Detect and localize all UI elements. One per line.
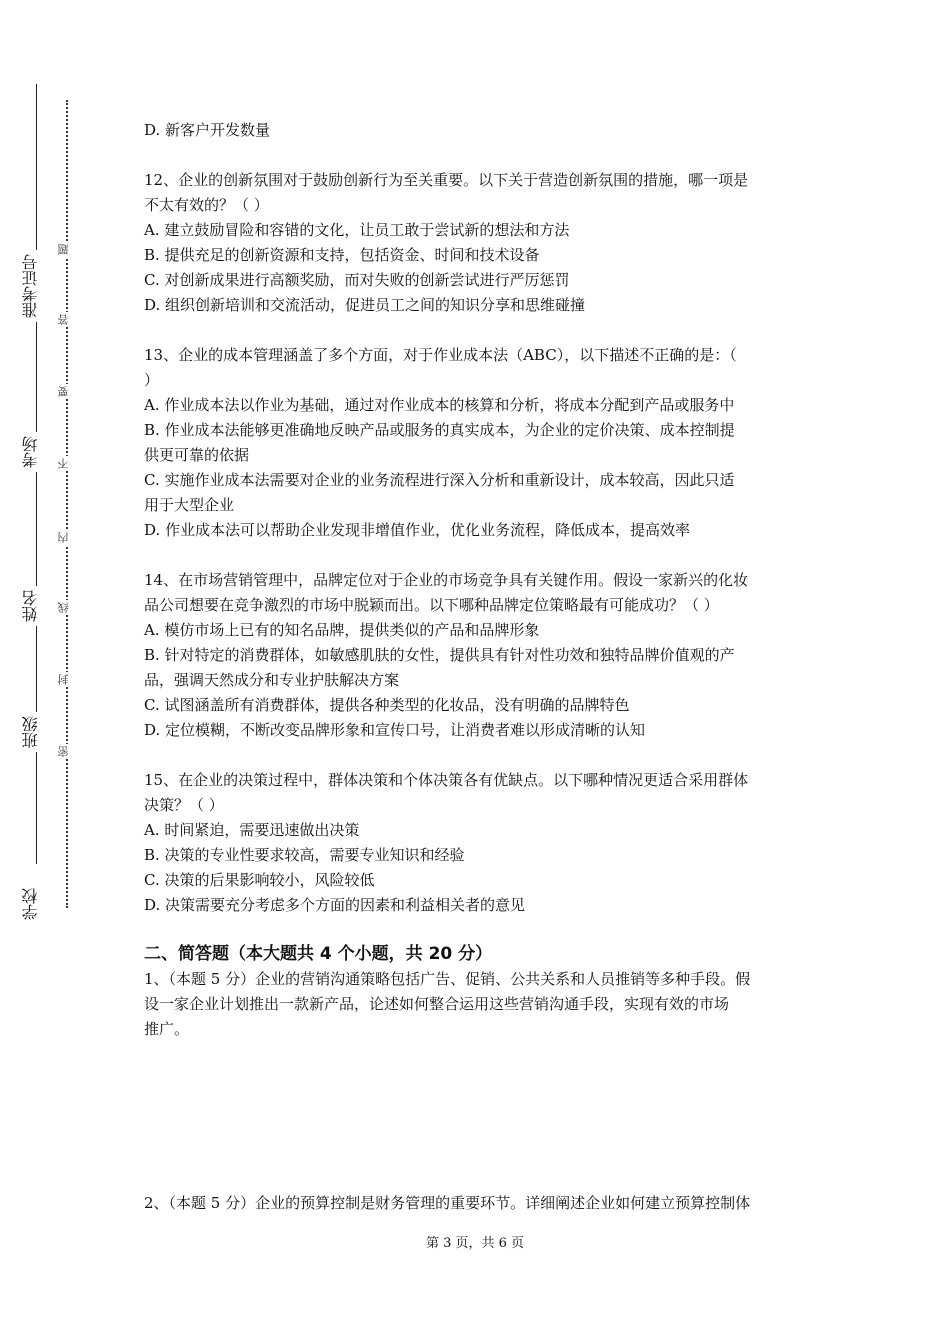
- q12-option-a: A. 建立鼓励冒险和容错的文化，让员工敢于尝试新的想法和方法: [144, 221, 570, 239]
- seal-char: 要: [58, 384, 74, 399]
- essay-q1: 1、（本题 5 分）企业的营销沟通策略包括广告、促销、公共关系和人员推销等多种手段。假: [144, 970, 751, 988]
- essay-q1-cont2: 推广。: [144, 1020, 190, 1038]
- q15-stem: 15、在企业的决策过程中，群体决策和个体决策各有优缺点。以下哪种情况更适合采用群体: [144, 771, 749, 789]
- q12-option-b: B. 提供充足的创新资源和支持，包括资金、时间和技术设备: [144, 246, 540, 264]
- q13-stem: 13、企业的成本管理涵盖了多个方面，对于作业成本法（ABC），以下描述不正确的是：（: [144, 346, 737, 364]
- label-exam-number: 准考证号: [22, 250, 50, 322]
- q15-option-c: C. 决策的后果影响较小，风险较低: [144, 871, 375, 889]
- q13-option-c-cont: 用于大型企业: [144, 496, 235, 514]
- seal-char: 密: [58, 744, 74, 759]
- q14-option-b: B. 针对特定的消费群体，如敏感肌肤的女性，提供具有针对性功效和独特品牌价值观的产: [144, 646, 735, 664]
- seal-char: 线: [58, 600, 74, 615]
- seal-char: 不: [58, 456, 74, 471]
- seal-char: 答: [58, 312, 74, 327]
- q13-option-d: D. 作业成本法可以帮助企业发现非增值作业，优化业务流程，降低成本，提高效率: [144, 521, 691, 539]
- seal-char: 题: [58, 242, 74, 257]
- q15-option-b: B. 决策的专业性要求较高，需要专业知识和经验: [144, 846, 465, 864]
- essay-q2: 2、（本题 5 分）企业的预算控制是财务管理的重要环节。详细阐述企业如何建立预算控制体: [144, 1194, 751, 1212]
- page-footer: 第 3 页，共 6 页: [425, 1236, 525, 1251]
- label-school: 学校: [22, 884, 50, 924]
- q14-option-c: C. 试图涵盖所有消费群体，提供各种类型的化妆品，没有明确的品牌特色: [144, 696, 630, 714]
- q14-option-d: D. 定位模糊，不断改变品牌形象和宣传口号，让消费者难以形成清晰的认知: [144, 721, 646, 739]
- seal-dotted-line: [66, 100, 68, 908]
- binding-margin: [0, 0, 110, 1344]
- label-name: 姓名: [22, 586, 50, 626]
- seal-char: 内: [58, 530, 74, 545]
- q14-option-a: A. 模仿市场上已有的知名品牌，提供类似的产品和品牌形象: [144, 621, 540, 639]
- seal-char: 封: [58, 672, 74, 687]
- q15-stem-cont: 决策？（ ）: [144, 796, 224, 814]
- label-class: 班级: [22, 712, 50, 752]
- q12-stem-cont: 不太有效的？（ ）: [144, 196, 269, 214]
- q13-option-b: B. 作业成本法能够更准确地反映产品或服务的真实成本，为企业的定价决策、成本控制提: [144, 421, 735, 439]
- q13-option-b-cont: 供更可靠的依据: [144, 446, 250, 464]
- essay-q1-cont: 设一家企业计划推出一款新产品，论述如何整合运用这些营销沟通手段，实现有效的市场: [144, 995, 730, 1013]
- q15-option-d: D. 决策需要充分考虑多个方面的因素和利益相关者的意见: [144, 896, 526, 914]
- q14-option-b-cont: 品，强调天然成分和专业护肤解决方案: [144, 671, 400, 689]
- q13-option-c: C. 实施作业成本法需要对企业的业务流程进行深入分析和重新设计，成本较高，因此只适: [144, 471, 735, 489]
- label-exam-room: 考场: [22, 432, 50, 472]
- section-2-title: 二、简答题（本大题共 4 个小题，共 20 分）: [144, 944, 493, 964]
- q12-stem: 12、企业的创新氛围对于鼓励创新行为至关重要。以下关于营造创新氛围的措施，哪一项是: [144, 171, 749, 189]
- q15-option-a: A. 时间紧迫，需要迅速做出决策: [144, 821, 360, 839]
- q14-stem-cont: 品公司想要在竞争激烈的市场中脱颖而出。以下哪种品牌定位策略最有可能成功？（ ）: [144, 596, 719, 614]
- q14-stem: 14、在市场营销管理中，品牌定位对于企业的市场竞争具有关键作用。假设一家新兴的化妆: [144, 571, 749, 589]
- q13-option-a: A. 作业成本法以作业为基础，通过对作业成本的核算和分析，将成本分配到产品或服务中: [144, 396, 735, 414]
- q11-option-d: D. 新客户开发数量: [144, 121, 271, 139]
- q12-option-c: C. 对创新成果进行高额奖励，而对失败的创新尝试进行严厉惩罚: [144, 271, 570, 289]
- q12-option-d: D. 组织创新培训和交流活动，促进员工之间的知识分享和思维碰撞: [144, 296, 586, 314]
- q13-stem-cont: ）: [144, 371, 160, 389]
